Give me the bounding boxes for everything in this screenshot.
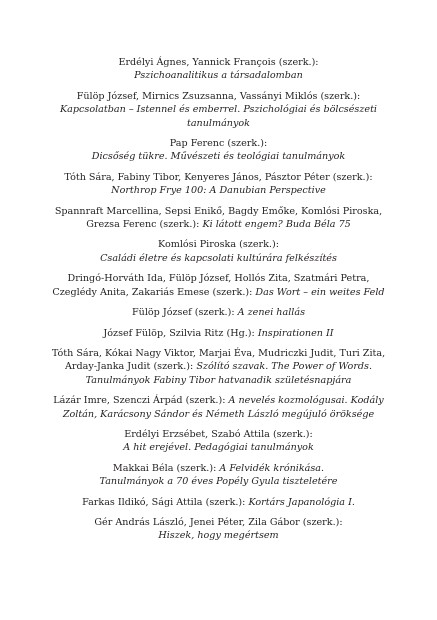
entry-title: Pszichoanalitikus a társadalomban: [134, 70, 303, 82]
entry-authors: Erdélyi Ágnes, Yannick François (szerk.):: [118, 57, 319, 68]
entry-line: [0, 394, 437, 407]
list-item: [0, 516, 437, 543]
entry-authors: Tóth Sára, Fabiny Tibor, Kenyeres János, Pásztor Péter (szerk.):: [64, 171, 373, 183]
entry-title: Szólító szavak. The Power of Words.: [196, 361, 373, 373]
entry-title: A zenei hallás: [237, 307, 305, 319]
entry-authors: Tóth Sára, Kókai Nagy Viktor, Marjai Éva, Mudriczki Judit, Turi Zita,: [51, 347, 386, 359]
entry-authors: Dringó-Horváth Ida, Fülöp József, Hollós Zita, Szatmári Petra,: [67, 273, 370, 285]
entry-authors: Fülöp József (szerk.):: [131, 307, 235, 319]
entry-authors: Lázár Imre, Szenczi Árpád (szerk.):: [53, 395, 226, 407]
entry-authors: József Fülöp, Szilvia Ritz (Hg.):: [103, 327, 255, 339]
entry-line: [0, 496, 437, 509]
entry-authors: Gér András László, Jenei Péter, Zila Gábor (szerk.):: [94, 516, 343, 528]
entry-title: Dicsőség tükre. Művészeti és teológiai tanulmányok: [91, 151, 346, 163]
entry-authors: Komlósi Piroska (szerk.):: [158, 239, 279, 251]
entry-authors-tail: Grezsa Ferenc (szerk.):: [86, 219, 200, 231]
entry-authors: Fülöp József, Mirnics Zsuzsanna, Vassányi Miklós (szerk.):: [76, 90, 361, 102]
entry-title-cont: tanulmányok: [186, 117, 250, 129]
entry-title: Kortárs Japanológia I.: [248, 496, 355, 508]
entry-title: Családi életre és kapcsolati kultúrára felkészítés: [100, 252, 337, 264]
list-item: [0, 394, 437, 421]
entry-authors-cont: [0, 286, 437, 299]
entry-authors-cont: [0, 360, 437, 373]
list-item: [0, 205, 437, 232]
entry-title: A nevelés kozmológusai. Kodály: [228, 395, 384, 407]
entry-title-cont: Tanulmányok Fabiny Tibor hatvanadik születésnapjára: [85, 374, 352, 386]
list-item: [0, 137, 437, 164]
list-item: [0, 90, 437, 130]
entry-authors-tail: Arday-Janka Judit (szerk.):: [64, 361, 194, 373]
entry-line: [0, 327, 437, 340]
entry-title: Kapcsolatban – Istennel és emberrel. Pszichológiai és bölcsészeti: [60, 104, 377, 116]
entry-title: Inspirationen II: [257, 327, 334, 339]
list-item: [0, 306, 437, 319]
list-item: [0, 272, 437, 299]
entry-title: A hit erejével. Pedagógiai tanulmányok: [123, 442, 314, 454]
list-item: [0, 56, 437, 83]
entry-authors: Spannraft Marcellina, Sepsi Enikő, Bagdy Emőke, Komlósi Piroska,: [54, 205, 383, 217]
list-item: [0, 238, 437, 265]
entry-authors: Makkai Béla (szerk.):: [112, 462, 217, 474]
entry-title: Das Wort – ein weites Feld: [255, 286, 385, 298]
list-item: [0, 428, 437, 455]
list-item: [0, 347, 437, 387]
list-item: [0, 496, 437, 509]
list-item: [0, 327, 437, 340]
entry-line: [0, 462, 437, 475]
list-item: [0, 171, 437, 198]
entry-title: Northrop Frye 100: A Danubian Perspective: [111, 185, 326, 197]
entry-title-cont: Tanulmányok a 70 éves Popély Gyula tiszteletére: [99, 476, 338, 488]
bibliography-list: [0, 56, 437, 550]
entry-title: Ki látott engem? Buda Béla 75: [202, 219, 351, 231]
entry-authors: Pap Ferenc (szerk.):: [169, 138, 268, 150]
entry-title: A Felvidék krónikása.: [219, 462, 325, 474]
entry-title-cont: Zoltán, Karácsony Sándor és Németh László megújuló öröksége: [62, 408, 375, 420]
entry-authors-cont: [0, 218, 437, 231]
list-item: [0, 462, 437, 489]
entry-line: [0, 306, 437, 319]
entry-authors: Farkas Ildikó, Sági Attila (szerk.):: [82, 496, 246, 508]
entry-authors: Erdélyi Erzsébet, Szabó Attila (szerk.):: [124, 428, 313, 440]
entry-authors-tail: Czeglédy Anita, Zakariás Emese (szerk.):: [52, 286, 253, 298]
entry-title: Hiszek, hogy megértsem: [158, 530, 279, 542]
